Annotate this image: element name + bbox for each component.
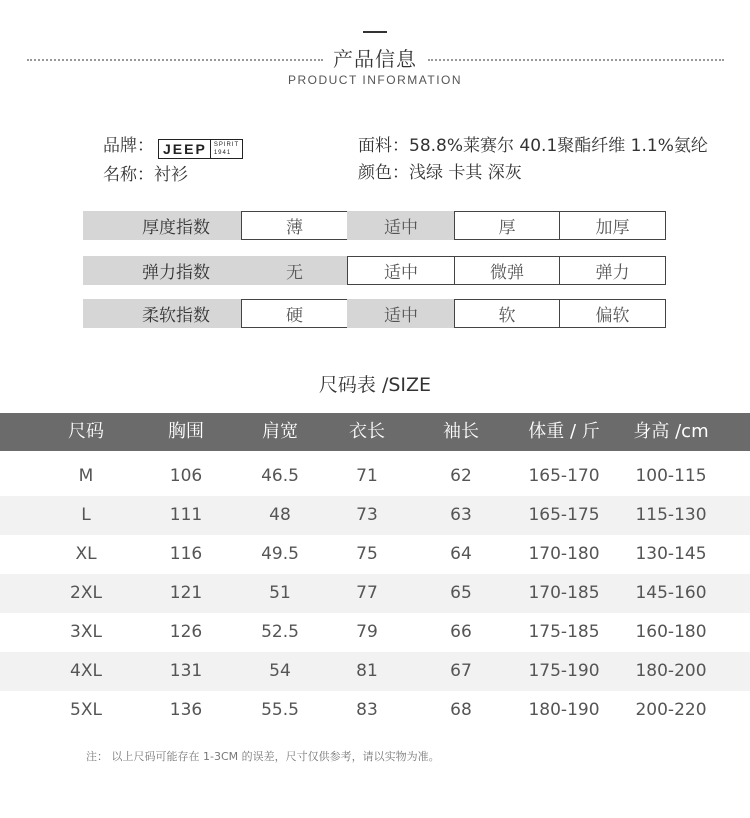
fabric-info: [358, 131, 708, 156]
index-row: [83, 299, 668, 328]
table-cell: 2XL: [70, 583, 102, 603]
column-header: 肩宽: [262, 421, 298, 442]
table-cell: 73: [356, 505, 378, 525]
index-option-selected: 无: [241, 256, 348, 285]
table-cell: 46.5: [261, 466, 299, 486]
index-label: 厚度指数: [83, 211, 241, 240]
table-row: [0, 613, 750, 652]
section-title: 产品信息: [333, 47, 417, 71]
column-header: 衣长: [349, 421, 385, 442]
table-cell: 65: [450, 583, 472, 603]
index-row: [83, 256, 668, 285]
table-cell: 180-200: [635, 661, 707, 681]
table-cell: 63: [450, 505, 472, 525]
index-option: 薄: [241, 211, 348, 240]
size-table-title: 尺码表 /SIZE: [318, 374, 432, 396]
table-cell: 3XL: [70, 622, 102, 642]
table-cell: L: [81, 505, 91, 525]
fabric-label: 面料：: [358, 136, 409, 156]
column-header: 胸围: [168, 421, 204, 442]
table-cell: 160-180: [635, 622, 707, 642]
table-cell: 180-190: [528, 700, 600, 720]
column-header: 身高 /cm: [633, 421, 709, 442]
table-cell: 175-185: [528, 622, 600, 642]
index-option: 微弹: [454, 256, 560, 285]
index-option: 硬: [241, 299, 348, 328]
table-cell: 66: [450, 622, 472, 642]
table-row: [0, 535, 750, 574]
table-cell: 75: [356, 544, 378, 564]
name-label: 名称：: [103, 165, 154, 185]
table-row: [0, 496, 750, 535]
table-cell: 83: [356, 700, 378, 720]
table-cell: 126: [169, 622, 203, 642]
table-cell: 81: [356, 661, 378, 681]
table-cell: 100-115: [635, 466, 707, 486]
table-cell: 136: [169, 700, 203, 720]
header-accent-line: [363, 31, 387, 33]
table-cell: 145-160: [635, 583, 707, 603]
index-option-selected: 适中: [347, 211, 455, 240]
table-cell: 131: [169, 661, 203, 681]
table-cell: XL: [75, 544, 97, 564]
color-info: [358, 158, 522, 183]
brand-label: 品牌：: [103, 136, 154, 156]
name-value: 衬衫: [154, 165, 188, 185]
table-cell: 79: [356, 622, 378, 642]
table-cell: 64: [450, 544, 472, 564]
index-row: [83, 211, 668, 240]
table-row: [0, 691, 750, 730]
brand-info: [103, 131, 243, 159]
table-cell: 5XL: [70, 700, 102, 720]
table-cell: 68: [450, 700, 472, 720]
table-cell: 51: [269, 583, 291, 603]
table-cell: 175-190: [528, 661, 600, 681]
table-cell: 67: [450, 661, 472, 681]
index-option: 适中: [347, 256, 455, 285]
index-option: 弹力: [559, 256, 666, 285]
table-cell: 165-175: [528, 505, 600, 525]
jeep-logo: [158, 139, 243, 159]
table-cell: 200-220: [635, 700, 707, 720]
section-subtitle: PRODUCT INFORMATION: [287, 73, 463, 87]
table-cell: M: [78, 466, 94, 486]
column-header: 体重 / 斤: [528, 421, 600, 442]
table-cell: 49.5: [261, 544, 299, 564]
jeep-logo-main: JEEP: [159, 140, 211, 158]
jeep-logo-year: 1941: [213, 150, 232, 156]
index-label: 弹力指数: [83, 256, 241, 285]
table-cell: 4XL: [70, 661, 102, 681]
table-cell: 71: [356, 466, 378, 486]
index-option: 软: [454, 299, 560, 328]
table-cell: 77: [356, 583, 378, 603]
table-cell: 115-130: [635, 505, 707, 525]
jeep-logo-spirit: SPIRIT: [213, 142, 240, 148]
index-option: 偏软: [559, 299, 666, 328]
table-cell: 130-145: [635, 544, 707, 564]
table-row: [0, 652, 750, 691]
table-cell: 106: [169, 466, 203, 486]
column-header: 袖长: [443, 421, 479, 442]
table-cell: 54: [269, 661, 291, 681]
size-table-header: [0, 413, 750, 451]
table-cell: 48: [269, 505, 291, 525]
index-option-selected: 适中: [347, 299, 455, 328]
color-label: 颜色：: [358, 163, 409, 183]
index-option: 加厚: [559, 211, 666, 240]
column-header: 尺码: [68, 421, 104, 442]
size-note: 注： 以上尺码可能存在 1-3CM 的误差，尺寸仅供参考，请以实物为准。: [86, 750, 440, 763]
table-cell: 165-170: [528, 466, 600, 486]
table-row: [0, 574, 750, 613]
fabric-value: 58.8%莱赛尔 40.1聚酯纤维 1.1%氨纶: [409, 136, 708, 156]
table-cell: 111: [169, 505, 203, 525]
table-cell: 116: [169, 544, 203, 564]
table-row: [0, 457, 750, 496]
name-info: [103, 160, 188, 185]
jeep-logo-side: [211, 141, 242, 157]
table-cell: 62: [450, 466, 472, 486]
table-cell: 170-185: [528, 583, 600, 603]
table-cell: 52.5: [261, 622, 299, 642]
color-value: 浅绿 卡其 深灰: [409, 163, 522, 183]
index-label: 柔软指数: [83, 299, 241, 328]
table-cell: 170-180: [528, 544, 600, 564]
table-cell: 55.5: [261, 700, 299, 720]
table-cell: 121: [169, 583, 203, 603]
index-option: 厚: [454, 211, 560, 240]
